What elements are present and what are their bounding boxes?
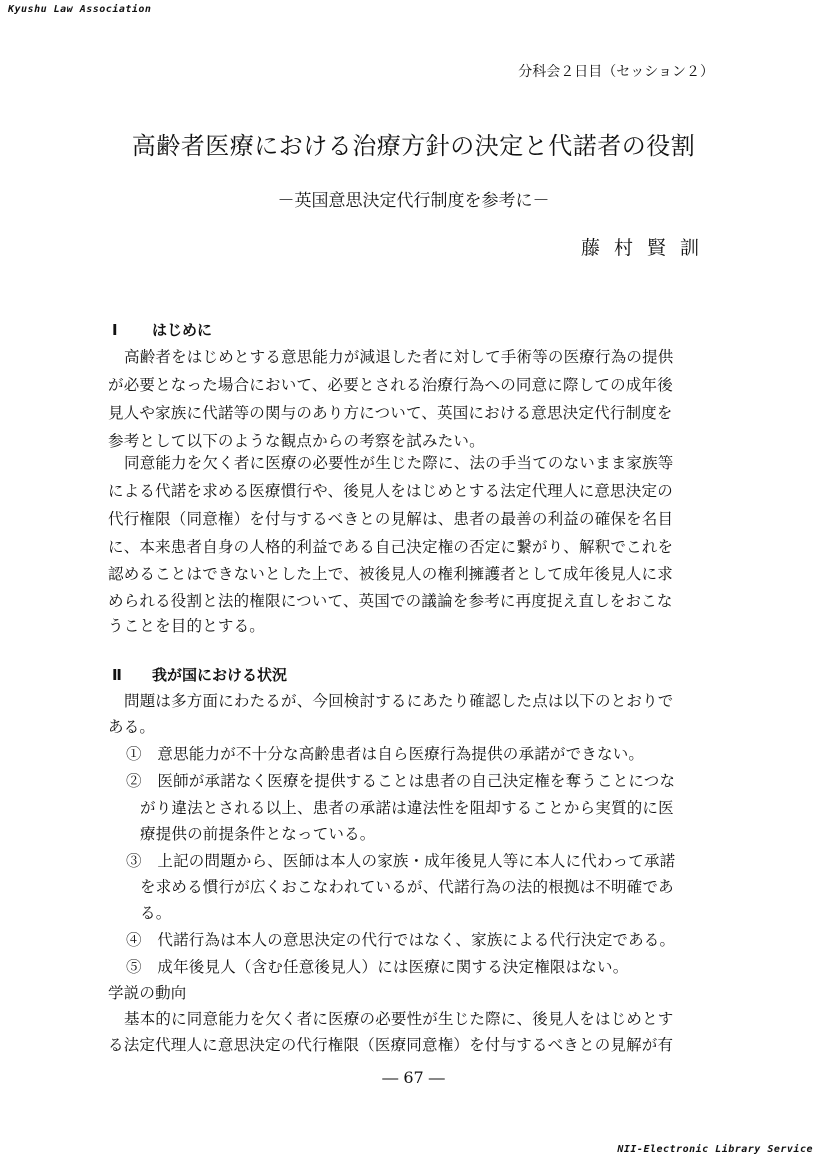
- text-line: る法定代理人に意思決定の代行権限（医療同意権）を付与するべきとの見解が有: [108, 1036, 674, 1054]
- paper-title: 高齢者医療における治療方針の決定と代諾者の役割: [131, 132, 696, 160]
- library-footer: NII-Electronic Library Service: [617, 1144, 813, 1155]
- section-number: Ⅱ: [112, 666, 122, 684]
- session-label: 分科会２日目（セッション２）: [518, 64, 714, 80]
- text-line: 代行権限（同意権）を付与するべきとの見解は、患者の最善の利益の確保を名目: [108, 510, 674, 528]
- list-item-continuation: る。: [140, 904, 172, 922]
- text-line: 問題は多方面にわたるが、今回検討するにあたり確認した点は以下のとおりで: [124, 692, 674, 710]
- paper-subtitle: －英国意思決定代行制度を参考に－: [277, 191, 550, 211]
- list-item: ⑤ 成年後見人（含む任意後見人）には医療に関する決定権限はない。: [126, 958, 629, 976]
- sub-heading: 学説の動向: [108, 984, 187, 1002]
- text-line: 同意能力を欠く者に医療の必要性が生じた際に、法の手当てのないまま家族等: [124, 454, 674, 472]
- publisher-header: Kyushu Law Association: [8, 4, 152, 15]
- text-line: による代諾を求める医療慣行や、後見人をはじめとする法定代理人に意思決定の: [108, 482, 673, 500]
- text-line: 見人や家族に代諾等の関与のあり方について、英国における意思決定代行制度を: [108, 404, 673, 422]
- list-item: ② 医師が承諾なく医療を提供することは患者の自己決定権を奪うことにつな: [126, 772, 676, 790]
- text-line: うことを目的とする。: [108, 617, 266, 635]
- section-title: はじめに: [152, 321, 213, 339]
- section-title: 我が国における状況: [152, 666, 288, 684]
- section-heading-1: [112, 319, 212, 340]
- list-item-continuation: がり違法とされる以上、患者の承諾は違法性を阻却することから実質的に医: [140, 799, 674, 817]
- text-line: められる役割と法的権限について、英国での議論を参考に再度捉え直しをおこな: [108, 592, 673, 610]
- section-heading-2: [112, 664, 287, 685]
- list-item: ③ 上記の問題から、医師は本人の家族・成年後見人等に本人に代わって承諾: [126, 852, 676, 870]
- text-line: 高齢者をはじめとする意思能力が減退した者に対して手術等の医療行為の提供: [124, 348, 674, 366]
- list-item: ④ 代諾行為は本人の意思決定の代行ではなく、家族による代行決定である。: [126, 931, 676, 949]
- page-number: ― 67 ―: [382, 1068, 445, 1087]
- text-line: 参考として以下のような観点からの考察を試みたい。: [108, 432, 485, 450]
- section-number: Ⅰ: [112, 321, 118, 339]
- list-item-continuation: を求める慣行が広くおこなわれているが、代諾行為の法的根拠は不明確であ: [140, 878, 674, 896]
- text-line: 認めることはできないとした上で、被後見人の権利擁護者として成年後見人に求: [108, 565, 673, 583]
- text-line: が必要となった場合において、必要とされる治療行為への同意に際しての成年後: [108, 376, 673, 394]
- text-line: に、本来患者自身の人格的利益である自己決定権の否定に繋がり、解釈でこれを: [108, 538, 674, 556]
- author-name: 藤村賢訓: [580, 237, 713, 259]
- list-item-continuation: 療提供の前提条件となっている。: [140, 825, 376, 843]
- text-line: 基本的に同意能力を欠く者に医療の必要性が生じた際に、後見人をはじめとす: [124, 1010, 674, 1028]
- list-item: ① 意思能力が不十分な高齢患者は自ら医療行為提供の承諾ができない。: [126, 745, 645, 763]
- text-line: ある。: [108, 718, 156, 736]
